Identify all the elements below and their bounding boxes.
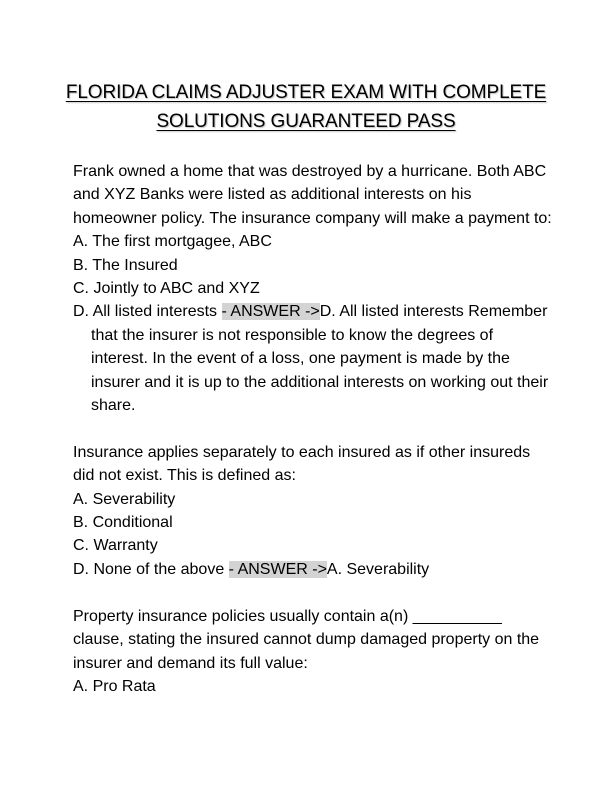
question-2-option-d: D. None of the above bbox=[73, 560, 225, 578]
question-2-option-a: A. Severability bbox=[73, 490, 176, 508]
question-1-option-b: B. The Insured bbox=[73, 256, 178, 274]
question-1 bbox=[73, 160, 553, 417]
question-1-option-d: D. All listed interests bbox=[73, 303, 218, 321]
question-1-answer: D. All listed interests bbox=[319, 303, 464, 321]
question-2-answer: A. Severability bbox=[326, 560, 430, 578]
question-2-option-d-with-answer bbox=[73, 558, 553, 581]
question-2-text: Insurance applies separately to each insured as if other insureds did not exist. This is defined as: bbox=[73, 443, 531, 485]
document-body bbox=[73, 160, 553, 722]
question-2-option-b: B. Conditional bbox=[73, 514, 173, 532]
question-3-text: Property insurance policies usually contain a(n) __________ clause, stating the insured cannot dump damaged property on the insurer and demand its full value: bbox=[73, 607, 540, 672]
question-2-option-c: C. Warranty bbox=[73, 537, 158, 555]
answer-marker: - ANSWER -> bbox=[228, 560, 327, 578]
question-3 bbox=[73, 605, 553, 699]
question-1-text: Frank owned a home that was destroyed by a hurricane. Both ABC and XYZ Banks were listed as additional interests on his homeowner policy. The insurance company will make a payment to: bbox=[73, 163, 552, 227]
document-title: FLORIDA CLAIMS ADJUSTER EXAM WITH COMPLETE SOLUTIONS GUARANTEED PASS bbox=[65, 82, 547, 132]
question-2 bbox=[73, 441, 553, 581]
question-1-explanation: Remember that the insurer is not responsible to know the degrees of interest. In the event of a loss, one payment is made by the insurer and it is up to the additional interests on working out their share. bbox=[91, 303, 549, 415]
question-1-option-d-with-answer bbox=[73, 300, 553, 417]
question-1-option-a: A. The first mortgagee, ABC bbox=[73, 233, 272, 251]
answer-marker: - ANSWER -> bbox=[221, 303, 320, 321]
question-3-option-a: A. Pro Rata bbox=[73, 677, 156, 695]
question-1-option-c: C. Jointly to ABC and XYZ bbox=[73, 280, 260, 298]
